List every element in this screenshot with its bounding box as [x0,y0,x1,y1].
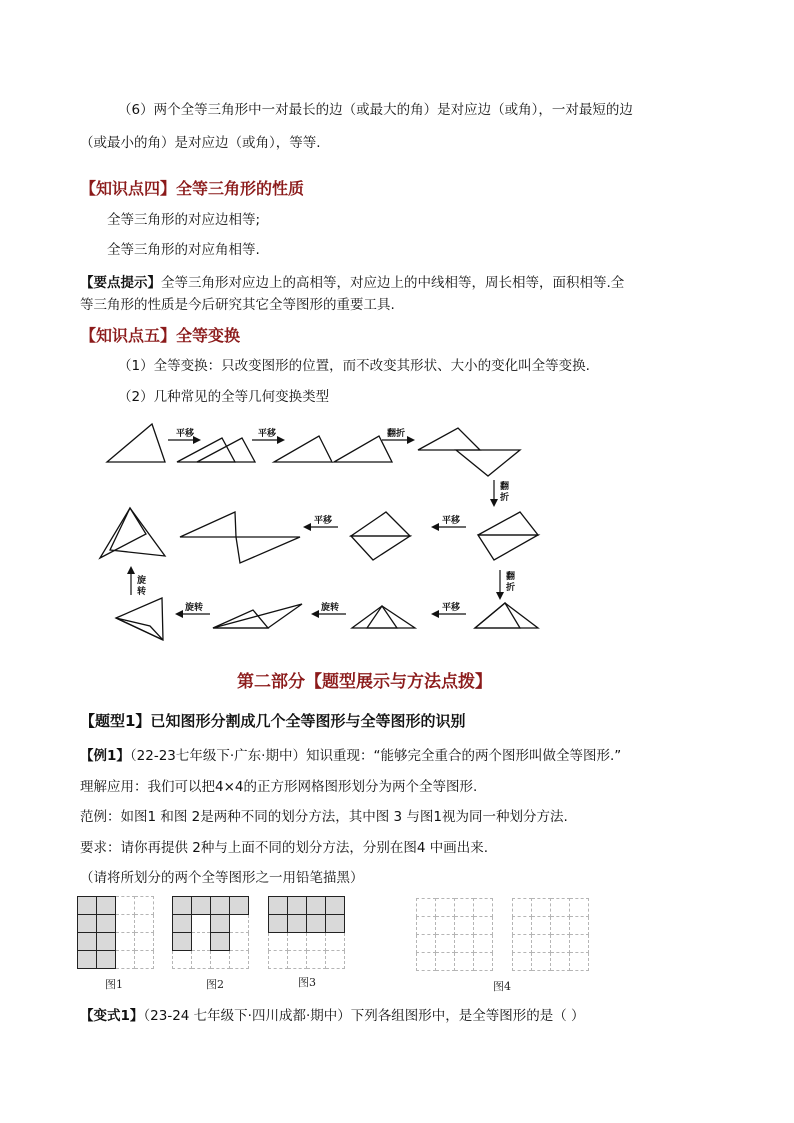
variant1-text: （23-24 七年级下·四川成都·期中）下列各组图形中，是全等图形的是（ ） [143,1008,585,1024]
figure-1-caption: 图1 [105,978,123,991]
section5-item-2: （2）几种常见的全等几何变换类型 [118,389,330,405]
example1-require: 要求：请你再提供 2种与上面不同的划分方法，分别在图4 中画出来. [80,840,489,856]
figure-4-caption: 图4 [493,980,511,993]
triangle-row2-b [351,536,410,560]
grid-figure-2 [172,896,249,969]
label-flip-down-1a: 翻 [500,482,510,492]
figure-2-caption: 图2 [206,978,224,991]
tip-text: 全等三角形对应边上的高相等，对应边上的中线相等，周长相等，面积相等.全 [161,275,625,291]
grid-figure-4a [416,898,493,971]
triangle-row3-d [367,606,397,628]
label-translate-1: 平移 [176,429,195,439]
tip-label: 【要点提示】 [80,275,161,291]
triangle-rotate-bottom-b [116,618,163,640]
label-translate-left-2: 平移 [314,516,333,526]
label-flip-down-1b: 折 [500,493,510,503]
label-translate-left-3: 平移 [442,603,461,613]
variant1-label: 【变式1】 [80,1008,144,1024]
triangle-flip-right-a [478,512,538,535]
triangle-row2-a [351,512,410,536]
label-flip-down-2b: 折 [506,583,516,593]
section5-heading: 【知识点五】全等变换 [80,326,241,345]
triangle-translate-b [197,438,255,462]
label-translate-2: 平移 [258,429,277,439]
label-rotate-left-2: 旋转 [185,603,204,613]
grid-figure-1 [77,896,154,969]
grid-figure-4b [512,898,589,971]
figure-3-caption: 图3 [298,976,316,989]
section4-heading: 【知识点四】全等三角形的性质 [80,179,305,198]
example1-source: （22-23七年级下·广东·期中） [129,748,306,764]
example1-label: 【例1】 [80,748,130,764]
section4-item-2: 全等三角形的对应角相等. [107,242,260,258]
part2-heading: 第二部分【题型展示与方法点拨】 [237,672,492,692]
triangle-row3-b [475,603,520,628]
intro-line-1: （6）两个全等三角形中一对最长的边（或最大的角）是对应边（或角），一对最短的边 [118,102,633,118]
label-flip-down-2a: 翻 [506,572,516,582]
intro-line-2: （或最小的角）是对应边（或角），等等. [80,135,321,151]
label-rotate-left-1: 旋转 [321,603,340,613]
triangle-flip-right-b [478,535,538,560]
example1-note: （请将所划分的两个全等图形之一用铅笔描黑） [80,870,364,886]
label-flip-1: 翻折 [387,429,406,439]
triangle-flip-b [456,450,520,476]
label-rotate-up-a: 旋 [137,576,147,586]
section4-tip-line-2: 等三角形的性质是今后研究其它全等图形的重要工具. [80,297,395,313]
section5-item-1: （1）全等变换：只改变图形的位置，而不改变其形状、大小的变化叫全等变换. [118,358,590,374]
label-translate-left-1: 平移 [442,516,461,526]
triangle-rotate-top-a [100,508,146,558]
example1-line [80,746,621,766]
triangle-row2-c [180,512,236,537]
type1-heading: 【题型1】已知图形分割成几个全等图形与全等图形的识别 [80,712,466,730]
triangle-translate-a [177,438,235,462]
label-rotate-up-b: 转 [137,587,147,597]
triangle-row2-d [236,537,300,563]
triangle-flip-a [418,428,480,450]
grid-figure-3 [268,896,345,969]
variant1-line [80,1006,585,1026]
example1-apply: 理解应用：我们可以把4×4的正方形网格图形划分为两个全等图形. [80,779,478,795]
example1-sample: 范例：如图1 和图 2是两种不同的划分方法，其中图 3 与图1视为同一种划分方法. [80,809,568,825]
triangle-original [107,424,165,462]
section4-item-1: 全等三角形的对应边相等; [107,212,261,228]
example1-text: 知识重现：“能够完全重合的两个图形叫做全等图形.” [305,748,622,764]
